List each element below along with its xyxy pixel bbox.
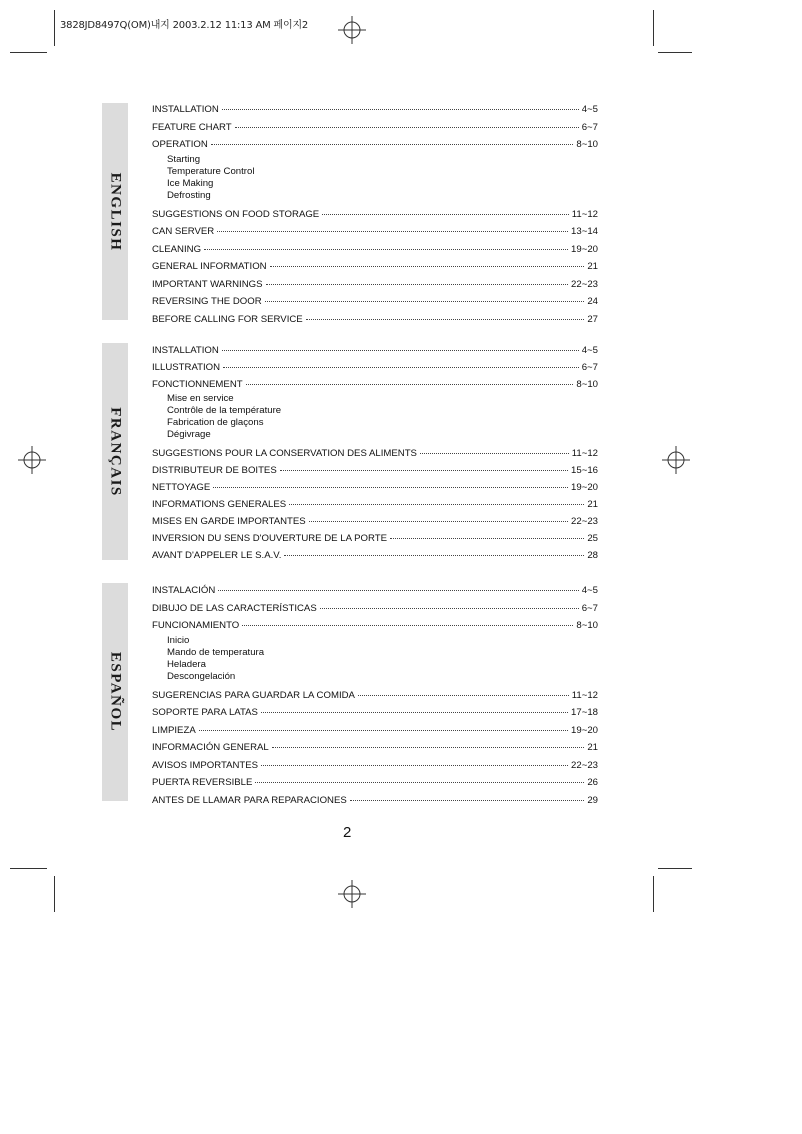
- dot-leader: [358, 695, 569, 696]
- toc-entry-page: 27: [587, 313, 598, 325]
- toc-entry-page: 6~7: [581, 362, 598, 373]
- toc-entry-label: PUERTA REVERSIBLE: [152, 777, 253, 788]
- toc-subentry: Temperature Control: [167, 165, 255, 177]
- toc-entry-label: INSTALACIÓN: [152, 585, 216, 596]
- toc-entry-page: 6~7: [581, 602, 598, 614]
- dot-leader: [211, 144, 574, 145]
- toc-subentry: Mise en service: [167, 393, 234, 404]
- toc-entry: [152, 136, 598, 154]
- crop-mark: [653, 876, 654, 912]
- toc-entry: [152, 600, 598, 618]
- toc-entry-page: 8~10: [576, 139, 598, 150]
- toc-entry-label: SUGGESTIONS ON FOOD STORAGE: [152, 208, 320, 220]
- toc-entry: [152, 582, 598, 600]
- registration-mark-icon: [18, 446, 46, 474]
- toc-entry: [152, 479, 598, 496]
- dot-leader: [213, 487, 568, 488]
- toc-entry: [152, 547, 598, 564]
- toc-entry-label: LIMPIEZA: [152, 724, 196, 736]
- crop-mark: [10, 52, 47, 53]
- dot-leader: [199, 730, 568, 731]
- toc-entry-page: 4~5: [581, 585, 598, 596]
- toc-entry-label: AVANT D'APPELER LE S.A.V.: [152, 550, 282, 561]
- dot-leader: [289, 504, 584, 505]
- page-number: 2: [343, 824, 352, 841]
- dot-leader: [255, 782, 584, 783]
- dot-leader: [322, 214, 569, 215]
- toc-entry-label: INFORMACIÓN GENERAL: [152, 742, 269, 753]
- dot-leader: [350, 800, 585, 801]
- dot-leader: [204, 249, 568, 250]
- toc-entry: [152, 792, 598, 810]
- toc-francais: [152, 342, 598, 564]
- dot-leader: [306, 319, 585, 320]
- dot-leader: [223, 367, 579, 368]
- dot-leader: [309, 521, 568, 522]
- toc-entry: [152, 311, 598, 329]
- toc-entry-page: 21: [587, 742, 598, 753]
- dot-leader: [217, 231, 568, 232]
- toc-entry: [152, 293, 598, 311]
- toc-entry-label: INSTALLATION: [152, 104, 219, 115]
- section-tab-label: ENGLISH: [107, 172, 124, 251]
- toc-entry-page: 4~5: [581, 104, 598, 115]
- toc-entry: [152, 445, 598, 462]
- toc-subentry: Heladera: [167, 658, 206, 670]
- dot-leader: [320, 608, 579, 609]
- dot-leader: [261, 712, 568, 713]
- toc-entry-label: INFORMATIONS GENERALES: [152, 499, 287, 510]
- toc-entry-label: INSTALLATION: [152, 345, 219, 356]
- toc-entry: [152, 704, 598, 722]
- crop-mark: [54, 876, 55, 912]
- toc-entry-page: 22~23: [571, 516, 598, 527]
- section-tab-francais: [102, 343, 128, 560]
- toc-entry-page: 19~20: [571, 243, 598, 255]
- dot-leader: [261, 765, 568, 766]
- toc-entry-page: 11~12: [571, 448, 598, 459]
- toc-subentry: Contrôle de la température: [167, 405, 282, 416]
- registration-mark-icon: [338, 16, 366, 44]
- toc-entry-page: 28: [587, 550, 598, 561]
- toc-entry-label: NETTOYAGE: [152, 482, 211, 493]
- toc-entry: [152, 462, 598, 479]
- registration-mark-icon: [338, 880, 366, 908]
- toc-entry: [152, 206, 598, 224]
- dot-leader: [420, 453, 569, 454]
- toc-entry: [152, 530, 598, 547]
- toc-entry-label: FEATURE CHART: [152, 121, 232, 133]
- toc-entry-label: ILLUSTRATION: [152, 362, 221, 373]
- crop-mark: [54, 10, 55, 46]
- toc-entry: [152, 223, 598, 241]
- dot-leader: [272, 747, 585, 748]
- dot-leader: [265, 301, 585, 302]
- toc-entry-label: IMPORTANT WARNINGS: [152, 278, 263, 290]
- dot-leader: [218, 590, 578, 591]
- section-tab-espanol: [102, 583, 128, 801]
- toc-entry: [152, 276, 598, 294]
- toc-entry: [152, 258, 598, 276]
- toc-entry-label: INVERSION DU SENS D'OUVERTURE DE LA PORTE: [152, 533, 387, 544]
- toc-entry-page: 4~5: [581, 345, 598, 356]
- toc-entry-label: CAN SERVER: [152, 226, 215, 237]
- section-tab-label: ESPAÑOL: [107, 651, 124, 733]
- dot-leader: [222, 350, 579, 351]
- dot-leader: [246, 384, 574, 385]
- toc-entry: [152, 376, 598, 393]
- toc-entry-page: 26: [587, 777, 598, 788]
- crop-mark: [658, 52, 692, 53]
- toc-entry: [152, 617, 598, 635]
- toc-entry-label: BEFORE CALLING FOR SERVICE: [152, 313, 303, 325]
- toc-subentry: Defrosting: [167, 189, 211, 201]
- toc-entry-page: 21: [587, 261, 598, 272]
- toc-entry-page: 19~20: [571, 724, 598, 736]
- toc-entry-label: FONCTIONNEMENT: [152, 379, 243, 390]
- toc-entry-page: 13~14: [571, 226, 598, 237]
- toc-subentry: Descongelación: [167, 670, 236, 682]
- toc-entry-page: 22~23: [571, 759, 598, 771]
- toc-entry-label: DIBUJO DE LAS CARACTERÍSTICAS: [152, 602, 317, 614]
- section-tab-label: FRANÇAIS: [107, 406, 124, 497]
- toc-entry-page: 11~12: [571, 208, 598, 220]
- toc-entry-label: CLEANING: [152, 243, 202, 255]
- toc-english: [152, 101, 598, 328]
- toc-entry-page: 29: [587, 794, 598, 806]
- toc-entry-page: 19~20: [571, 482, 598, 493]
- toc-entry: [152, 687, 598, 705]
- toc-entry-page: 25: [587, 533, 598, 544]
- dot-leader: [284, 555, 584, 556]
- toc-subentry: Fabrication de glaçons: [167, 417, 264, 428]
- toc-entry: [152, 496, 598, 513]
- dot-leader: [242, 625, 573, 626]
- toc-entry-page: 21: [587, 499, 598, 510]
- toc-entry: [152, 119, 598, 137]
- toc-entry-label: MISES EN GARDE IMPORTANTES: [152, 516, 306, 527]
- toc-entry-label: SUGERENCIAS PARA GUARDAR LA COMIDA: [152, 689, 355, 701]
- toc-entry: [152, 241, 598, 259]
- crop-mark: [10, 868, 47, 869]
- toc-entry-label: OPERATION: [152, 139, 208, 150]
- toc-entry-page: 17~18: [571, 707, 598, 718]
- crop-mark: [653, 10, 654, 46]
- print-header: 3828JD8497Q(OM)내지 2003.2.12 11:13 AM 페이지2: [60, 20, 309, 31]
- toc-subentry: Mando de temperatura: [167, 646, 265, 658]
- toc-entry-label: FUNCIONAMIENTO: [152, 620, 240, 631]
- toc-entry-page: 24: [587, 296, 598, 307]
- toc-subentry: Dégivrage: [167, 429, 211, 440]
- toc-entry-page: 8~10: [576, 620, 598, 631]
- toc-subentry: Inicio: [167, 634, 190, 646]
- toc-entry: [152, 739, 598, 757]
- toc-entry-label: GENERAL INFORMATION: [152, 261, 267, 272]
- toc-entry: [152, 101, 598, 119]
- toc-entry-label: DISTRIBUTEUR DE BOITES: [152, 465, 277, 476]
- toc-entry-label: AVISOS IMPORTANTES: [152, 759, 259, 771]
- toc-entry-label: SUGGESTIONS POUR LA CONSERVATION DES ALIMENTS: [152, 448, 417, 459]
- toc-entry: [152, 342, 598, 359]
- dot-leader: [390, 538, 584, 539]
- toc-espanol: [152, 582, 598, 809]
- crop-mark: [658, 868, 692, 869]
- toc-entry-label: ANTES DE LLAMAR PARA REPARACIONES: [152, 794, 347, 806]
- dot-leader: [270, 266, 585, 267]
- toc-entry-page: 15~16: [571, 465, 598, 476]
- toc-subentry: Starting: [167, 153, 201, 165]
- toc-entry: [152, 774, 598, 792]
- registration-mark-icon: [662, 446, 690, 474]
- dot-leader: [222, 109, 579, 110]
- toc-subentry: Ice Making: [167, 177, 214, 189]
- toc-entry: [152, 513, 598, 530]
- toc-entry: [152, 359, 598, 376]
- dot-leader: [280, 470, 568, 471]
- toc-entry-label: SOPORTE PARA LATAS: [152, 707, 258, 718]
- toc-entry-page: 11~12: [571, 689, 598, 701]
- toc-entry-page: 6~7: [581, 121, 598, 133]
- dot-leader: [266, 284, 569, 285]
- section-tab-english: [102, 103, 128, 320]
- toc-entry-page: 8~10: [576, 379, 598, 390]
- dot-leader: [235, 127, 579, 128]
- toc-entry-label: REVERSING THE DOOR: [152, 296, 262, 307]
- toc-entry: [152, 757, 598, 775]
- toc-entry: [152, 722, 598, 740]
- toc-entry-page: 22~23: [571, 278, 598, 290]
